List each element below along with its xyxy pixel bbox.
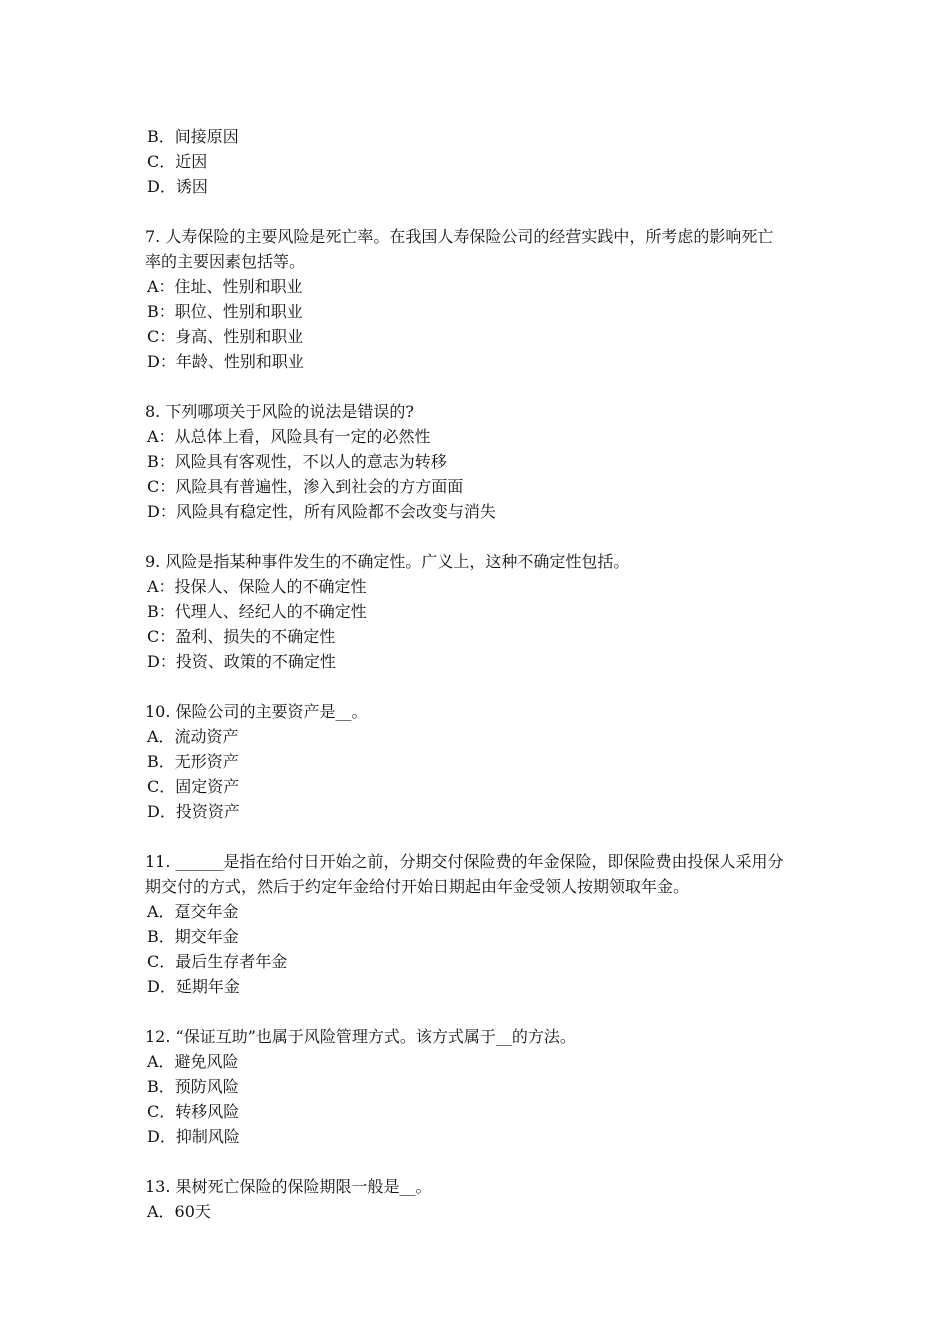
option-b: B．无形资产 xyxy=(147,752,239,771)
option-c: C：身高、性别和职业 xyxy=(147,327,304,346)
option-a: A．避免风险 xyxy=(147,1052,239,1071)
option-c: C．近因 xyxy=(147,152,208,171)
option-c: C：风险具有普遍性，渗入到社会的方方面面 xyxy=(147,477,464,496)
document-body xyxy=(145,124,810,1224)
question-8 xyxy=(145,399,810,524)
option-a: A．60天 xyxy=(147,1202,211,1221)
spacer xyxy=(145,824,810,849)
question-stem: 7. 人寿保险的主要风险是死亡率。在我国人寿保险公司的经营实践中，所考虑的影响死亡 xyxy=(145,227,774,246)
question-stem: 8. 下列哪项关于风险的说法是错误的? xyxy=(145,402,414,421)
question-13 xyxy=(145,1174,810,1224)
question-stem: 9. 风险是指某种事件发生的不确定性。广义上，这种不确定性包括。 xyxy=(145,552,630,571)
option-a: A：住址、性别和职业 xyxy=(147,277,303,296)
option-b: B：职位、性别和职业 xyxy=(147,302,303,321)
spacer xyxy=(145,524,810,549)
option-d: D．延期年金 xyxy=(147,977,240,996)
option-b: B：风险具有客观性，不以人的意志为转移 xyxy=(147,452,447,471)
question-stem: 期交付的方式，然后于约定年金给付开始日期起由年金受领人按期领取年金。 xyxy=(145,877,690,896)
option-d: D．诱因 xyxy=(147,177,208,196)
option-c: C．固定资产 xyxy=(147,777,240,796)
question-stem: 13. 果树死亡保险的保险期限一般是__。 xyxy=(145,1177,432,1196)
option-c: C：盈利、损失的不确定性 xyxy=(147,627,336,646)
option-a: A：从总体上看，风险具有一定的必然性 xyxy=(147,427,431,446)
question-10 xyxy=(145,699,810,824)
option-b: B．间接原因 xyxy=(147,127,239,146)
question-7 xyxy=(145,224,810,374)
option-b: B．预防风险 xyxy=(147,1077,239,1096)
option-a: A：投保人、保险人的不确定性 xyxy=(147,577,367,596)
question-stem: 率的主要因素包括等。 xyxy=(145,252,306,271)
option-c: C．转移风险 xyxy=(147,1102,240,1121)
option-c: C．最后生存者年金 xyxy=(147,952,288,971)
option-d: D．投资资产 xyxy=(147,802,240,821)
question-stem: 12. “保证互助”也属于风险管理方式。该方式属于__的方法。 xyxy=(145,1027,576,1046)
question-stem: 11. ______是指在给付日开始之前，分期交付保险费的年金保险，即保险费由投保人采用分 xyxy=(145,852,784,871)
option-d: D．抑制风险 xyxy=(147,1127,240,1146)
option-b: B：代理人、经纪人的不确定性 xyxy=(147,602,367,621)
spacer xyxy=(145,674,810,699)
option-d: D：投资、政策的不确定性 xyxy=(147,652,336,671)
previous-question-options xyxy=(145,124,810,199)
option-a: A．趸交年金 xyxy=(147,902,239,921)
spacer xyxy=(145,999,810,1024)
spacer xyxy=(145,199,810,224)
spacer xyxy=(145,374,810,399)
spacer xyxy=(145,1149,810,1174)
question-9 xyxy=(145,549,810,674)
option-b: B．期交年金 xyxy=(147,927,239,946)
question-stem: 10. 保险公司的主要资产是__。 xyxy=(145,702,368,721)
option-d: D：年龄、性别和职业 xyxy=(147,352,304,371)
option-d: D：风险具有稳定性，所有风险都不会改变与消失 xyxy=(147,502,496,521)
option-a: A．流动资产 xyxy=(147,727,239,746)
question-11 xyxy=(145,849,810,999)
question-12 xyxy=(145,1024,810,1149)
